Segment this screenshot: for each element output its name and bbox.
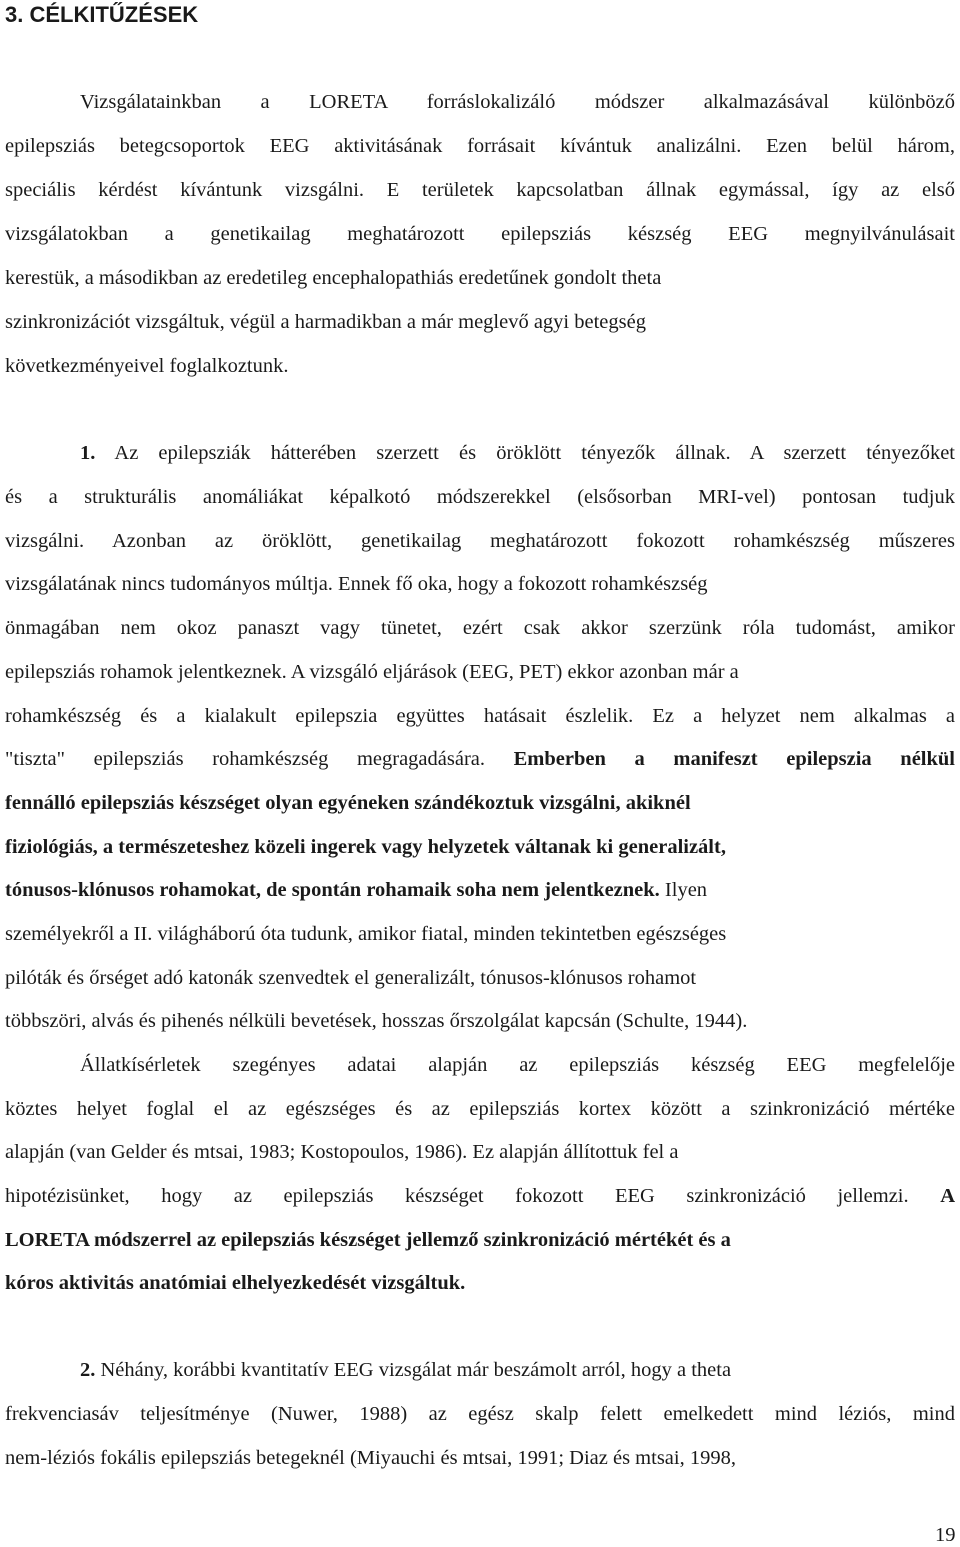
text-line: önmagában nem okoz panaszt vagy tünetet, ezért csak akkor szerzünk róla tudomást, amikor (5, 617, 955, 639)
bold-span: A (940, 1185, 955, 1207)
text-span: Ilyen (659, 879, 708, 901)
text-line: Vizsgálatainkban a LORETA forráslokalizáló módszer alkalmazásával különböző (80, 91, 955, 113)
text-line: személyekről a II. világháború óta tudunk, amikor fiatal, minden tekintetben egészséges (5, 923, 727, 945)
bold-span: Emberben a manifeszt epilepszia nélkül (513, 748, 955, 770)
text-line (5, 791, 955, 815)
text-line (5, 1271, 955, 1295)
text-line: frekvenciasáv teljesítménye (Nuwer, 1988) az egész skalp felett emelkedett mind léziós, mind (5, 1403, 955, 1425)
text-line: szinkronizációt vizsgáltuk, végül a harmadikban a már meglevő agyi betegség (5, 311, 646, 333)
point-number: 2. (80, 1359, 96, 1381)
section-heading: 3. CÉLKITŰZÉSEK (5, 2, 199, 27)
text-line: és a strukturális anomáliákat képalkotó módszerekkel (elsősorban MRI-vel) pontosan tudjuk (5, 486, 955, 508)
text-span: hipotézisünket, hogy az epilepsziás készséget fokozott EEG szinkronizáció jellemzi. (5, 1185, 941, 1207)
text-line: kerestük, a másodikban az eredetileg encephalopathiás eredetűnek gondolt theta (5, 267, 662, 289)
text-line (5, 1184, 955, 1208)
bold-span: fiziológiás, a természeteshez közeli ingerek vagy helyzetek váltanak ki generalizált, (5, 836, 726, 858)
text-line: epilepsziás betegcsoportok EEG aktivitásának forrásait kívántuk analizálni. Ezen belül három, (5, 135, 955, 157)
text-span: Az epilepsziák hátterében szerzett és öröklött tényezők állnak. A szerzett tényezőket (95, 442, 955, 464)
text-line: rohamkészség és a kialakult epilepszia együttes hatásait észlelik. Ez a helyzet nem alkalmas a (5, 705, 955, 727)
text-line (5, 878, 955, 902)
bold-span: kóros aktivitás anatómiai elhelyezkedését vizsgáltuk. (5, 1272, 466, 1294)
bold-span: fennálló epilepsziás készséget olyan egyéneken szándékoztuk vizsgálni, akiknél (5, 792, 691, 814)
text-line: köztes helyet foglal el az egészséges és az epilepsziás kortex között a szinkronizáció mértéke (5, 1098, 955, 1120)
text-span: Néhány, korábbi kvantitatív EEG vizsgálat már beszámolt arról, hogy a theta (95, 1359, 732, 1381)
text-line (5, 747, 955, 771)
text-line: alapján (van Gelder és mtsai, 1983; Kostopoulos, 1986). Ez alapján állítottuk fel a (5, 1141, 679, 1163)
text-line: speciális kérdést kívántunk vizsgálni. E területek kapcsolatban állnak egymással, így az első (5, 179, 955, 201)
text-line: pilóták és őrséget adó katonák szenvedtek el generalizált, tónusos-klónusos rohamot (5, 967, 697, 989)
text-line: vizsgálatokban a genetikailag meghatározott epilepsziás készség EEG megnyilvánulásait (5, 223, 955, 245)
text-line (80, 1358, 955, 1382)
text-line (5, 835, 955, 859)
page-number: 19 (935, 1524, 956, 1546)
text-line (5, 1228, 955, 1252)
text-line (80, 441, 955, 465)
text-line: epilepsziás rohamok jelentkeznek. A vizsgáló eljárások (EEG, PET) ekkor azonban már a (5, 661, 739, 683)
bold-span: tónusos-klónusos rohamokat, de spontán rohamaik soha nem jelentkeznek. (5, 879, 660, 901)
text-line: vizsgálatának nincs tudományos múltja. Ennek fő oka, hogy a fokozott rohamkészség (5, 573, 708, 595)
text-line: többszöri, alvás és pihenés nélküli bevetések, hosszas őrszolgálat kapcsán (Schulte, 1944). (5, 1010, 748, 1032)
text-line: nem-léziós fokális epilepsziás betegeknél (Miyauchi és mtsai, 1991; Diaz és mtsai, 1998, (5, 1447, 736, 1469)
text-line: Állatkísérletek szegényes adatai alapján az epilepsziás készség EEG megfelelője (80, 1054, 955, 1076)
text-line: vizsgálni. Azonban az öröklött, genetikailag meghatározott fokozott rohamkészség műszeres (5, 530, 955, 552)
point-number: 1. (80, 442, 96, 464)
text-span: "tiszta" epilepsziás rohamkészség megragadására. (5, 748, 514, 770)
text-line: következményeivel foglalkoztunk. (5, 355, 289, 377)
bold-span: LORETA módszerrel az epilepsziás készséget jellemző szinkronizáció mértékét és a (5, 1229, 731, 1251)
